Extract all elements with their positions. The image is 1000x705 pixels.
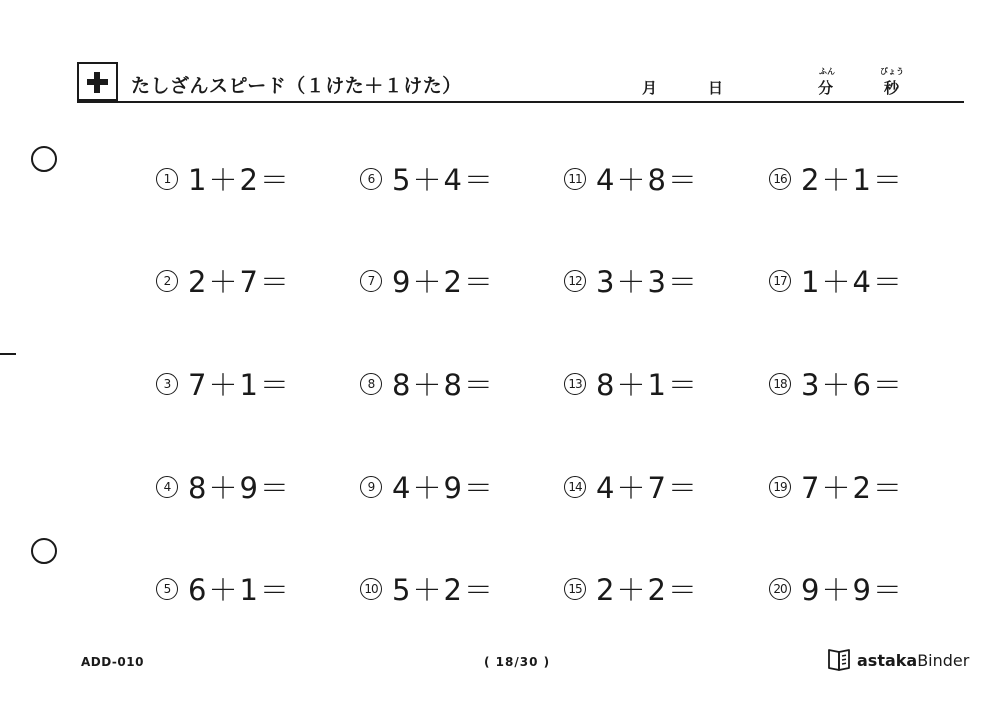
binder-book-icon	[825, 648, 853, 672]
problem-expression: 8＋9＝	[188, 471, 291, 505]
brand-name-bold: astaka	[857, 650, 918, 670]
problem-expression: 8＋8＝	[392, 368, 495, 402]
problem-number: 4	[156, 476, 178, 498]
brand-logo	[825, 648, 969, 672]
problem-18	[769, 363, 904, 404]
seconds-label: 秒	[884, 79, 900, 97]
problem-number: 14	[564, 476, 586, 498]
problem-expression: 5＋2＝	[392, 573, 495, 607]
problem-number: 19	[769, 476, 791, 498]
problem-expression: 4＋7＝	[596, 471, 699, 505]
problem-number: 10	[360, 578, 382, 600]
problem-14	[564, 466, 699, 507]
page-title: たしざんスピード（１けた＋１けた）	[131, 75, 462, 97]
header-divider	[77, 101, 964, 103]
problem-15	[564, 568, 699, 609]
problem-13	[564, 363, 699, 404]
punch-hole-top	[31, 146, 57, 172]
problem-17	[769, 260, 904, 301]
problem-number: 15	[564, 578, 586, 600]
problem-12	[564, 260, 699, 301]
problem-9	[360, 466, 495, 507]
problem-expression: 5＋4＝	[392, 163, 495, 197]
problem-number: 3	[156, 373, 178, 395]
problem-expression: 2＋2＝	[596, 573, 699, 607]
problem-expression: 2＋7＝	[188, 265, 291, 299]
problem-expression: 7＋1＝	[188, 368, 291, 402]
problem-number: 17	[769, 270, 791, 292]
problem-expression: 8＋1＝	[596, 368, 699, 402]
problem-expression: 3＋3＝	[596, 265, 699, 299]
problem-expression: 3＋6＝	[801, 368, 904, 402]
problem-expression: 9＋2＝	[392, 265, 495, 299]
minutes-ruby: ふん	[819, 67, 835, 76]
problem-20	[769, 568, 904, 609]
problem-19	[769, 466, 904, 507]
problem-number: 20	[769, 578, 791, 600]
problem-16	[769, 158, 904, 199]
problem-5	[156, 568, 291, 609]
problem-expression: 7＋2＝	[801, 471, 904, 505]
problem-expression: 1＋2＝	[188, 163, 291, 197]
problem-number: 7	[360, 270, 382, 292]
problem-number: 2	[156, 270, 178, 292]
fold-mark	[0, 353, 16, 355]
problem-number: 1	[156, 168, 178, 190]
plus-icon	[77, 62, 118, 101]
problem-expression: 2＋1＝	[801, 163, 904, 197]
worksheet-code: ADD-010	[81, 655, 144, 669]
problem-expression: 1＋4＝	[801, 265, 904, 299]
seconds-ruby: びょう	[880, 67, 904, 76]
problem-3	[156, 363, 291, 404]
problem-number: 12	[564, 270, 586, 292]
minutes-label: 分	[818, 79, 834, 97]
problem-number: 6	[360, 168, 382, 190]
problem-10	[360, 568, 495, 609]
problem-11	[564, 158, 699, 199]
problem-expression: 4＋8＝	[596, 163, 699, 197]
problem-number: 8	[360, 373, 382, 395]
problem-expression: 9＋9＝	[801, 573, 904, 607]
problem-4	[156, 466, 291, 507]
problem-expression: 4＋9＝	[392, 471, 495, 505]
problem-7	[360, 260, 495, 301]
punch-hole-bottom	[31, 538, 57, 564]
page-number: ( 18/30 )	[484, 655, 551, 669]
problem-1	[156, 158, 291, 199]
problem-expression: 6＋1＝	[188, 573, 291, 607]
brand-name-light: Binder	[917, 650, 970, 670]
problem-6	[360, 158, 495, 199]
problem-number: 5	[156, 578, 178, 600]
month-label: 月	[642, 79, 658, 97]
problem-number: 11	[564, 168, 586, 190]
problem-number: 13	[564, 373, 586, 395]
problem-number: 16	[769, 168, 791, 190]
problem-number: 18	[769, 373, 791, 395]
problem-number: 9	[360, 476, 382, 498]
day-label: 日	[708, 79, 724, 97]
problem-2	[156, 260, 291, 301]
problem-8	[360, 363, 495, 404]
